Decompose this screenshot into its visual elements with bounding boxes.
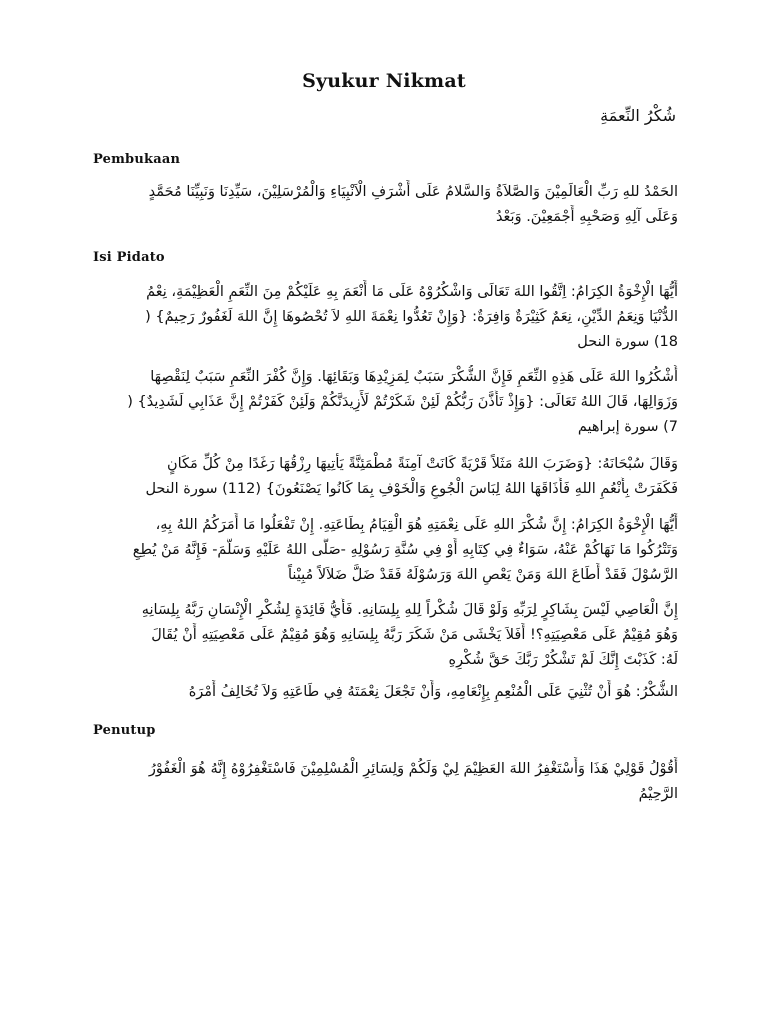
closing-paragraph [90, 757, 678, 807]
closing-line-2: الرَّحِيْمُ [638, 786, 678, 802]
opening-line-2: وَعَلَى آلِهِ وَصَحْبِهِ أَجْمَعِيْنَ. وَبَعْدُ [495, 209, 678, 225]
paragraph-line: فَكَفَرَتْ بِأَنْعُمِ اللهِ فَأَذَاقَهَا اللهُ لِبَاسَ الْجُوعِ وَالْخَوْفِ بِمَا كَانُوا يَصْنَعُونَ} (112) سورة النحل [145, 481, 678, 497]
paragraph-line: وَتَتْرُكُوا مَا نَهَاكُمْ عَنْهُ، سَوَاءٌ فِي كِتَابِهِ أَوْ فِي سُنَّةِ رَسُوْلِهِ -صَلَّى اللهُ عَلَيْهِ وَسَلَّمَ- فَإِنَّهُ مَنْ يُطِعِ [132, 542, 678, 558]
opening-paragraph [90, 180, 678, 230]
paragraph-line: أُشْكُرُوا اللهَ عَلَى هَذِهِ النِّعَمِ فَإِنَّ الشُّكْرَ سَبَبٌ لِمَزِيْدِهَا وَبَقَائِهَا. وَإِنَّ كُفْرَ النِّعَمِ سَبَبٌ لِنَقْصِهَا [150, 369, 678, 385]
body-paragraph-6 [90, 680, 678, 705]
body-paragraph-1 [90, 280, 678, 355]
body-paragraph-5 [90, 598, 678, 673]
closing-line-1: أَقُوْلُ قَوْلِيْ هَذَا وَأَسْتَغْفِرُ اللهَ العَظِيْمَ لِيْ وَلَكُمْ وَلِسَائِرِ الْمُسْلِمِيْنَ فَاسْتَغْفِرُوْهُ إِنَّهُ هُوَ الْغَفُوْرُ [148, 761, 678, 777]
body-paragraph-4 [90, 513, 678, 588]
section-heading-body: Isi Pidato [93, 250, 165, 265]
paragraph-line: أَيُّهَا الْإِخْوَةُ الكِرَامُ: إِنَّ شُكْرَ اللهِ عَلَى نِعْمَتِهِ هُوَ الْقِيَامُ بِطَاعَتِهِ. إِنْ تَفْعَلُوا مَا أَمَرَكُمُ اللهُ بِهِ، [155, 517, 678, 533]
paragraph-line: وَهُوَ مُقِيْمٌ عَلَى مَعْصِيَتِهِ؟! أَفَلاَ يَخْشَى مَنْ شَكَرَ رَبَّهُ بِلِسَانِهِ وَهُوَ مُقِيْمٌ عَلَى مَعْصِيَتِهِ أَنْ يُقَالَ [151, 627, 678, 643]
paragraph-line: الرَّسُوْلَ فَقَدْ أَطَاعَ اللهَ وَمَنْ يَعْصِ اللهَ وَرَسُوْلَهُ فَقَدْ ضَلَّ ضَلاَلاً مُبِيْناً [287, 567, 678, 583]
paragraph-line: إِنَّ الْعَاصِي لَيْسَ بِشَاكِرٍ لِرَبِّهِ وَلَوْ قَالَ شُكْراً لِلهِ بِلِسَانِهِ. فَأَيُّ فَائِدَةٍ لِشُكْرِ الْإِنْسَانِ رَبَّهُ بِلِسَانِهِ [141, 602, 678, 618]
paragraph-line: 7) سورة إبراهيم [577, 419, 678, 435]
paragraph-line: الشُّكْرُ: هُوَ أَنْ تُثْنِيَ عَلَى الْمُنْعِمِ بِإِنْعَامِهِ، وَأَنْ تَجْعَلَ نِعْمَتَهُ فِي طَاعَتِهِ وَلاَ تُخَالِفُ أَمْرَهُ [188, 684, 678, 700]
section-heading-opening: Pembukaan [93, 152, 181, 167]
paragraph-line: وَقَالَ سُبْحَانَهُ: {وَضَرَبَ اللهُ مَثَلاً قَرْيَةً كَانَتْ آمِنَةً مُطْمَئِنَّةً يَأْتِيهَا رِزْقُهَا رَغَدًا مِنْ كُلِّ مَكَانٍ [166, 456, 678, 472]
paragraph-line: الدُّنْيَا وَنِعَمُ الدِّيْنِ، نِعَمٌ كَثِيْرَةٌ وَافِرَةٌ: {وَإِنْ تَعُدُّوا نِعْمَةَ اللهِ لاَ تُحْصُوهَا إِنَّ اللهَ لَغَفُورٌ رَحِيمٌ} ( [145, 309, 678, 325]
paragraph-line: أَيُّهَا الْإِخْوَةُ الكِرَامُ: اِتَّقُوا اللهَ تَعَالَى وَاشْكُرُوْهُ عَلَى مَا أَنْعَمَ بِهِ عَلَيْكُمْ مِنَ النِّعَمِ الْعَظِيْمَةِ، نِعْمُ [146, 284, 678, 300]
body-paragraph-2 [90, 365, 678, 440]
opening-line-1: الحَمْدُ للهِ رَبِّ الْعَالَمِيْنَ وَالصَّلاَةُ وَالسَّلامُ عَلَى أَشْرَفِ الْاَنْبِيَاءِ وَالْمُرْسَلِيْنَ، سَيِّدِنَا وَنَبِيِّنَا مُحَمَّدٍ [148, 184, 678, 200]
document-title: Syukur Nikmat [302, 70, 466, 92]
arabic-title: شُكْرُ النِّعمَةِ [600, 106, 676, 125]
paragraph-line: لَهُ: كَذَبْتَ إِنَّكَ لَمْ تَشْكُرْ رَبَّكَ حَقَّ شُكْرِهِ [448, 652, 678, 668]
section-heading-closing: Penutup [93, 723, 156, 738]
paragraph-line: وَزَوَالِهَا، قَالَ اللهُ تَعَالَى: {وَإِذْ تَأَذَّنَ رَبُّكُمْ لَئِنْ شَكَرْتُمْ لَأَزِيدَنَّكُمْ وَلَئِنْ كَفَرْتُمْ إِنَّ عَذَابِي لَشَدِيدٌ} ( [127, 394, 678, 410]
body-paragraph-3 [90, 452, 678, 502]
paragraph-line: 18) سورة النحل [577, 334, 678, 350]
